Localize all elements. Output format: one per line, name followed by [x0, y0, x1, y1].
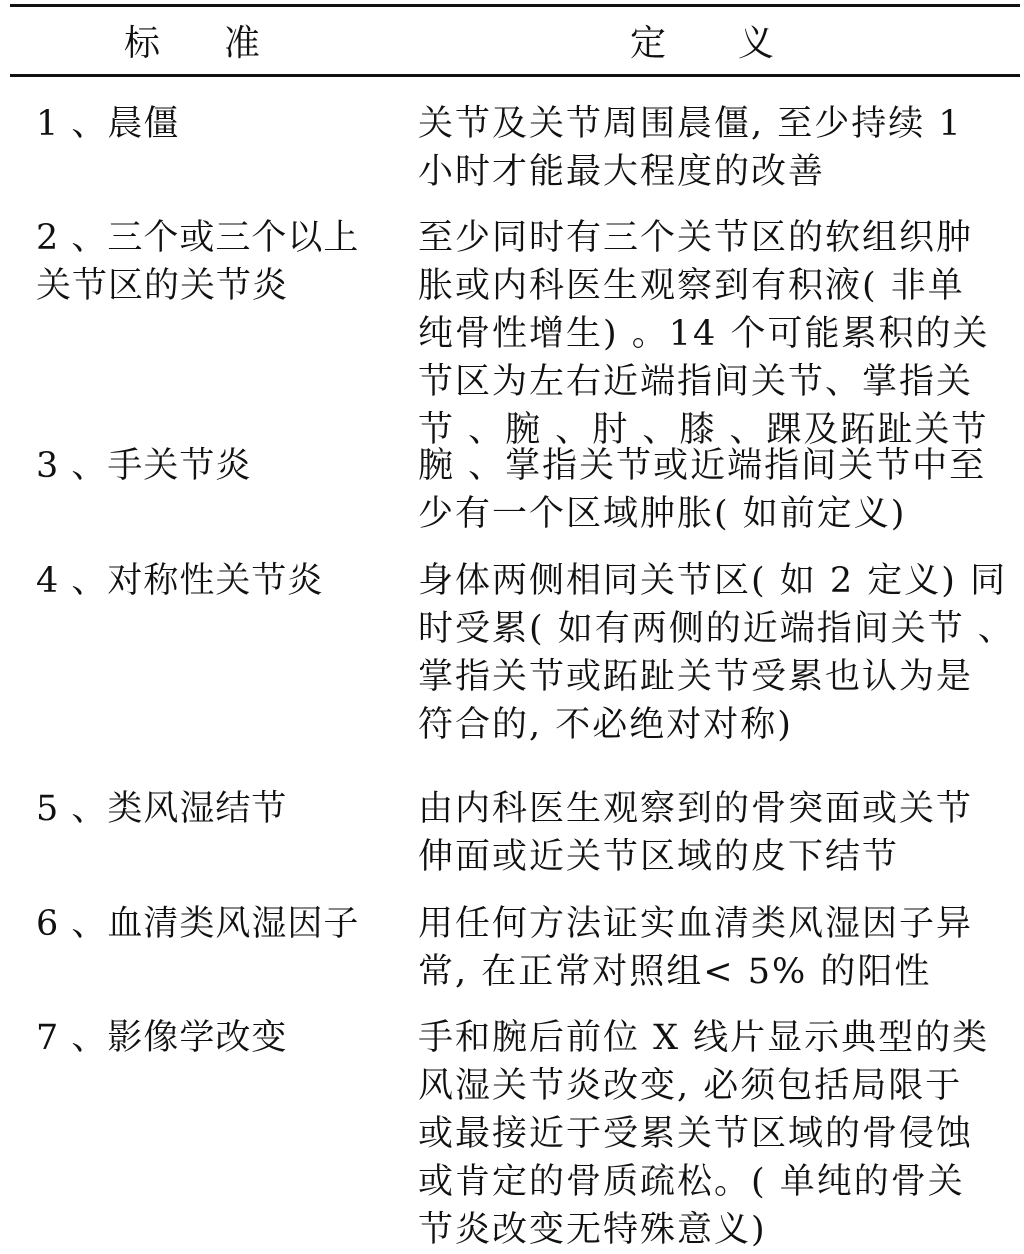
criterion-cell: 7 、影像学改变: [36, 1018, 288, 1058]
criterion-cell: 3 、手关节炎: [36, 446, 252, 486]
definition-cell: 用任何方法证实血清类风湿因子异 常, 在正常对照组< 5% 的阳性: [418, 904, 974, 992]
criterion-cell: 6 、血清类风湿因子: [36, 904, 360, 944]
table-header-rule: [10, 74, 1020, 77]
definition-cell: 手和腕后前位 X 线片显示典型的类 风湿关节炎改变, 必须包括局限于 或最接近于受累关节区域的骨侵蚀 或肯定的骨质疏松。( 单纯的骨关 节炎改变无特殊意义): [418, 1018, 990, 1250]
criterion-cell: 5 、类风湿结节: [36, 789, 288, 829]
definition-cell: 腕 、掌指关节或近端指间关节中至 少有一个区域肿胀( 如前定义): [418, 446, 987, 534]
definition-cell: 关节及关节周围晨僵, 至少持续 1 小时才能最大程度的改善: [418, 104, 963, 192]
header-definition-char-2: 义: [738, 22, 777, 64]
header-criterion: [124, 8, 324, 72]
definition-cell: 至少同时有三个关节区的软组织肿 胀或内科医生观察到有积液( 非单 纯骨性增生) 。14 个可能累积的关 节区为左右近端指间关节、掌指关 节 、腕 、肘 、膝 、踝及跖趾关节: [418, 218, 990, 450]
definition-cell: 身体两侧相同关节区( 如 2 定义) 同 时受累( 如有两侧的近端指间关节 、 掌指关节或跖趾关节受累也认为是 符合的, 不必绝对对称): [418, 561, 1015, 745]
criterion-cell: 2 、三个或三个以上 关节区的关节炎: [36, 218, 360, 306]
definition-cell: 由内科医生观察到的骨突面或关节 伸面或近关节区域的皮下结节: [418, 789, 974, 877]
header-criterion-char-2: 准: [224, 22, 263, 64]
header-definition-char-1: 定: [630, 22, 669, 64]
header-definition: [630, 8, 850, 72]
criterion-cell: 4 、对称性关节炎: [36, 561, 324, 601]
header-criterion-char-1: 标: [124, 22, 163, 64]
table-top-rule: [10, 4, 1020, 7]
criterion-cell: 1 、晨僵: [36, 104, 180, 144]
